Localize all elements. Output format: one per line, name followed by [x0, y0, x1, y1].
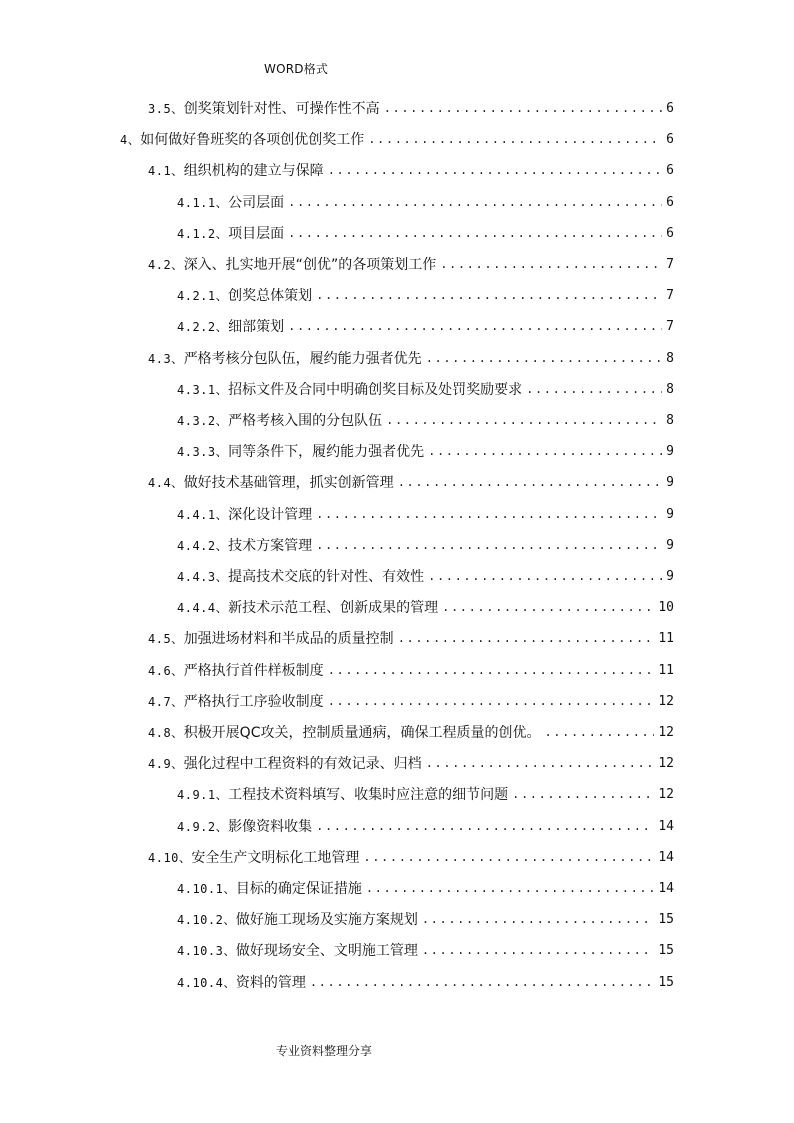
toc-entry-title: 如何做好鲁班奖的各项创优创奖工作 [140, 132, 365, 148]
toc-entry-number: 4.3.1、 [177, 382, 229, 397]
toc-entry-page-number: 8 [666, 350, 674, 366]
toc-entry-title: 做好现场安全、文明施工管理 [235, 943, 418, 959]
toc-entry-page-number: 7 [666, 287, 674, 303]
toc-dot-leader [366, 881, 654, 895]
toc-entry-number: 4.9.1、 [177, 787, 229, 802]
toc-entry-page-number: 9 [666, 568, 674, 584]
toc-entry[interactable] [177, 439, 674, 463]
toc-entry[interactable] [177, 190, 674, 214]
toc-entry-title: 资料的管理 [235, 975, 306, 991]
toc-dot-leader [288, 195, 662, 209]
toc-entry-page-number: 10 [658, 599, 674, 615]
toc-entry[interactable] [148, 658, 674, 682]
toc-entry-title: 新技术示范工程、创新成果的管理 [228, 600, 439, 616]
toc-entry-page-number: 6 [666, 162, 674, 178]
toc-dot-leader [442, 600, 654, 614]
toc-entry[interactable] [177, 283, 674, 307]
toc-entry-page-number: 6 [666, 194, 674, 210]
toc-entry-number: 4.2.1、 [177, 288, 229, 303]
toc-entry-page-number: 7 [666, 318, 674, 334]
toc-entry-number: 4.4.4、 [177, 600, 229, 615]
toc-dot-leader [316, 819, 654, 833]
toc-entry-title: 加强进场材料和半成品的质量控制 [183, 631, 394, 647]
toc-entry[interactable] [148, 346, 674, 370]
toc-entry-title: 做好施工现场及实施方案规划 [235, 912, 418, 928]
toc-entry-title: 技术方案管理 [228, 538, 313, 554]
toc-entry-page-number: 14 [658, 849, 674, 865]
toc-entry-title: 提高技术交底的针对性、有效性 [228, 569, 425, 585]
toc-dot-leader [316, 538, 662, 552]
toc-entry[interactable] [148, 158, 674, 182]
toc-entry-number: 4.10.2、 [177, 912, 236, 927]
page-footer: 专业资料整理分享 [276, 1044, 373, 1058]
toc-entry-number: 4.10、 [148, 850, 192, 865]
toc-dot-leader [526, 382, 662, 396]
toc-entry[interactable] [177, 564, 674, 588]
toc-entry[interactable] [148, 626, 674, 650]
toc-entry-number: 4.3.2、 [177, 413, 229, 428]
toc-entry-number: 4.3、 [148, 351, 184, 366]
toc-dot-leader [368, 132, 662, 146]
toc-entry-number: 4.3.3、 [177, 444, 229, 459]
toc-entry-number: 4.2、 [148, 257, 184, 272]
toc-entry-page-number: 15 [658, 942, 674, 958]
toc-entry-number: 4.10.1、 [177, 881, 236, 896]
toc-entry-title: 招标文件及合同中明确创奖目标及处罚奖励要求 [228, 382, 523, 398]
toc-entry-number: 4.2.2、 [177, 319, 229, 334]
toc-entry-title: 深化设计管理 [228, 507, 313, 523]
page-header: WORD格式 [264, 62, 329, 76]
toc-entry[interactable] [177, 314, 674, 338]
toc-entry-number: 4.1.1、 [177, 195, 229, 210]
toc-entry-page-number: 11 [658, 630, 674, 646]
toc-dot-leader [316, 507, 662, 521]
toc-dot-leader [422, 943, 654, 957]
toc-entry[interactable] [148, 689, 674, 713]
toc-entry[interactable] [177, 782, 674, 806]
toc-entry[interactable] [148, 96, 674, 120]
toc-dot-leader [328, 163, 662, 177]
toc-entry-page-number: 8 [666, 381, 674, 397]
toc-entry-page-number: 12 [658, 724, 674, 740]
toc-dot-leader [428, 569, 662, 583]
toc-entry-page-number: 9 [666, 474, 674, 490]
toc-entry[interactable] [177, 502, 674, 526]
toc-dot-leader [440, 257, 662, 271]
toc-dot-leader [363, 850, 654, 864]
toc-entry-page-number: 6 [666, 100, 674, 116]
toc-entry[interactable] [148, 720, 674, 744]
toc-entry-title: 项目层面 [228, 226, 285, 242]
toc-entry[interactable] [148, 845, 674, 869]
toc-entry-title: 细部策划 [228, 319, 285, 335]
toc-dot-leader [384, 101, 662, 115]
toc-entry-number: 4、 [120, 132, 141, 147]
toc-entry-number: 4.4.1、 [177, 507, 229, 522]
toc-entry[interactable] [148, 751, 674, 775]
toc-entry-title: 创奖策划针对性、可操作性不高 [183, 101, 380, 117]
toc-entry-number: 4.5、 [148, 631, 184, 646]
toc-entry-title: 组织机构的建立与保障 [183, 163, 324, 179]
toc-entry-title: 同等条件下，履约能力强者优先 [228, 444, 425, 460]
toc-dot-leader [398, 475, 662, 489]
toc-entry-page-number: 8 [666, 412, 674, 428]
toc-dot-leader [386, 413, 662, 427]
toc-entry[interactable] [177, 221, 674, 245]
toc-entry-title: 影像资料收集 [228, 819, 313, 835]
toc-entry-page-number: 9 [666, 443, 674, 459]
toc-entry-number: 3.5、 [148, 101, 184, 116]
toc-entry-page-number: 9 [666, 506, 674, 522]
toc-entry-page-number: 7 [666, 256, 674, 272]
toc-dot-leader [288, 319, 662, 333]
toc-dot-leader [426, 351, 662, 365]
toc-entry-page-number: 14 [658, 818, 674, 834]
toc-dot-leader [544, 725, 654, 739]
toc-entry-title: 目标的确定保证措施 [235, 881, 362, 897]
toc-entry-page-number: 9 [666, 537, 674, 553]
toc-entry-number: 4.1、 [148, 163, 184, 178]
toc-entry-title: 强化过程中工程资料的有效记录、归档 [183, 756, 422, 772]
toc-entry[interactable] [177, 814, 674, 838]
toc-entry[interactable] [148, 252, 674, 276]
toc-entry-title: 深入、扎实地开展“创优”的各项策划工作 [183, 257, 437, 273]
toc-entry-number: 4.4.2、 [177, 538, 229, 553]
toc-entry[interactable] [148, 470, 674, 494]
toc-entry[interactable] [177, 970, 674, 994]
toc-entry[interactable] [177, 876, 674, 900]
toc-dot-leader [512, 787, 654, 801]
toc-entry-page-number: 11 [658, 662, 674, 678]
toc-entry-number: 4.8、 [148, 725, 184, 740]
toc-entry-number: 4.6、 [148, 663, 184, 678]
toc-entry-title: 严格执行工序验收制度 [183, 694, 324, 710]
toc-dot-leader [398, 631, 655, 645]
toc-dot-leader [328, 694, 655, 708]
toc-entry[interactable] [177, 938, 674, 962]
toc-entry-title: 安全生产文明标化工地管理 [191, 850, 360, 866]
toc-dot-leader [428, 444, 662, 458]
toc-entry[interactable] [177, 408, 674, 432]
toc-entry-number: 4.9.2、 [177, 819, 229, 834]
toc-entry-title: 严格执行首件样板制度 [183, 663, 324, 679]
toc-entry-page-number: 12 [658, 786, 674, 802]
toc-entry-number: 4.10.3、 [177, 943, 236, 958]
toc-entry-title: 做好技术基础管理，抓实创新管理 [183, 475, 394, 491]
toc-entry-number: 4.1.2、 [177, 226, 229, 241]
toc-dot-leader [288, 226, 662, 240]
toc-entry-page-number: 15 [658, 911, 674, 927]
toc-entry[interactable] [177, 533, 674, 557]
toc-dot-leader [310, 975, 654, 989]
toc-entry-title: 严格考核分包队伍，履约能力强者优先 [183, 351, 422, 367]
toc-entry-page-number: 12 [658, 755, 674, 771]
toc-dot-leader [316, 288, 662, 302]
toc-entry-page-number: 12 [658, 693, 674, 709]
toc-entry-title: 创奖总体策划 [228, 288, 313, 304]
toc-entry[interactable] [120, 127, 674, 151]
toc-entry-title: 公司层面 [228, 195, 285, 211]
toc-entry-number: 4.9、 [148, 756, 184, 771]
toc-entry-page-number: 6 [666, 131, 674, 147]
toc-entry[interactable] [177, 907, 674, 931]
toc-entry-page-number: 6 [666, 225, 674, 241]
toc-dot-leader [328, 663, 655, 677]
toc-entry-number: 4.7、 [148, 694, 184, 709]
toc-dot-leader [422, 912, 654, 926]
toc-entry-title: 工程技术资料填写、收集时应注意的细节问题 [228, 787, 509, 803]
toc-dot-leader [426, 756, 655, 770]
toc-entry-title: 积极开展QC攻关，控制质量通病，确保工程质量的创优。 [183, 725, 541, 741]
toc-entry-page-number: 14 [658, 880, 674, 896]
toc-entry-page-number: 15 [658, 974, 674, 990]
toc-entry-number: 4.10.4、 [177, 975, 236, 990]
toc-entry[interactable] [177, 377, 674, 401]
toc-entry-number: 4.4.3、 [177, 569, 229, 584]
toc-entry-number: 4.4、 [148, 475, 184, 490]
toc-entry[interactable] [177, 595, 674, 619]
toc-entry-title: 严格考核入围的分包队伍 [228, 413, 383, 429]
